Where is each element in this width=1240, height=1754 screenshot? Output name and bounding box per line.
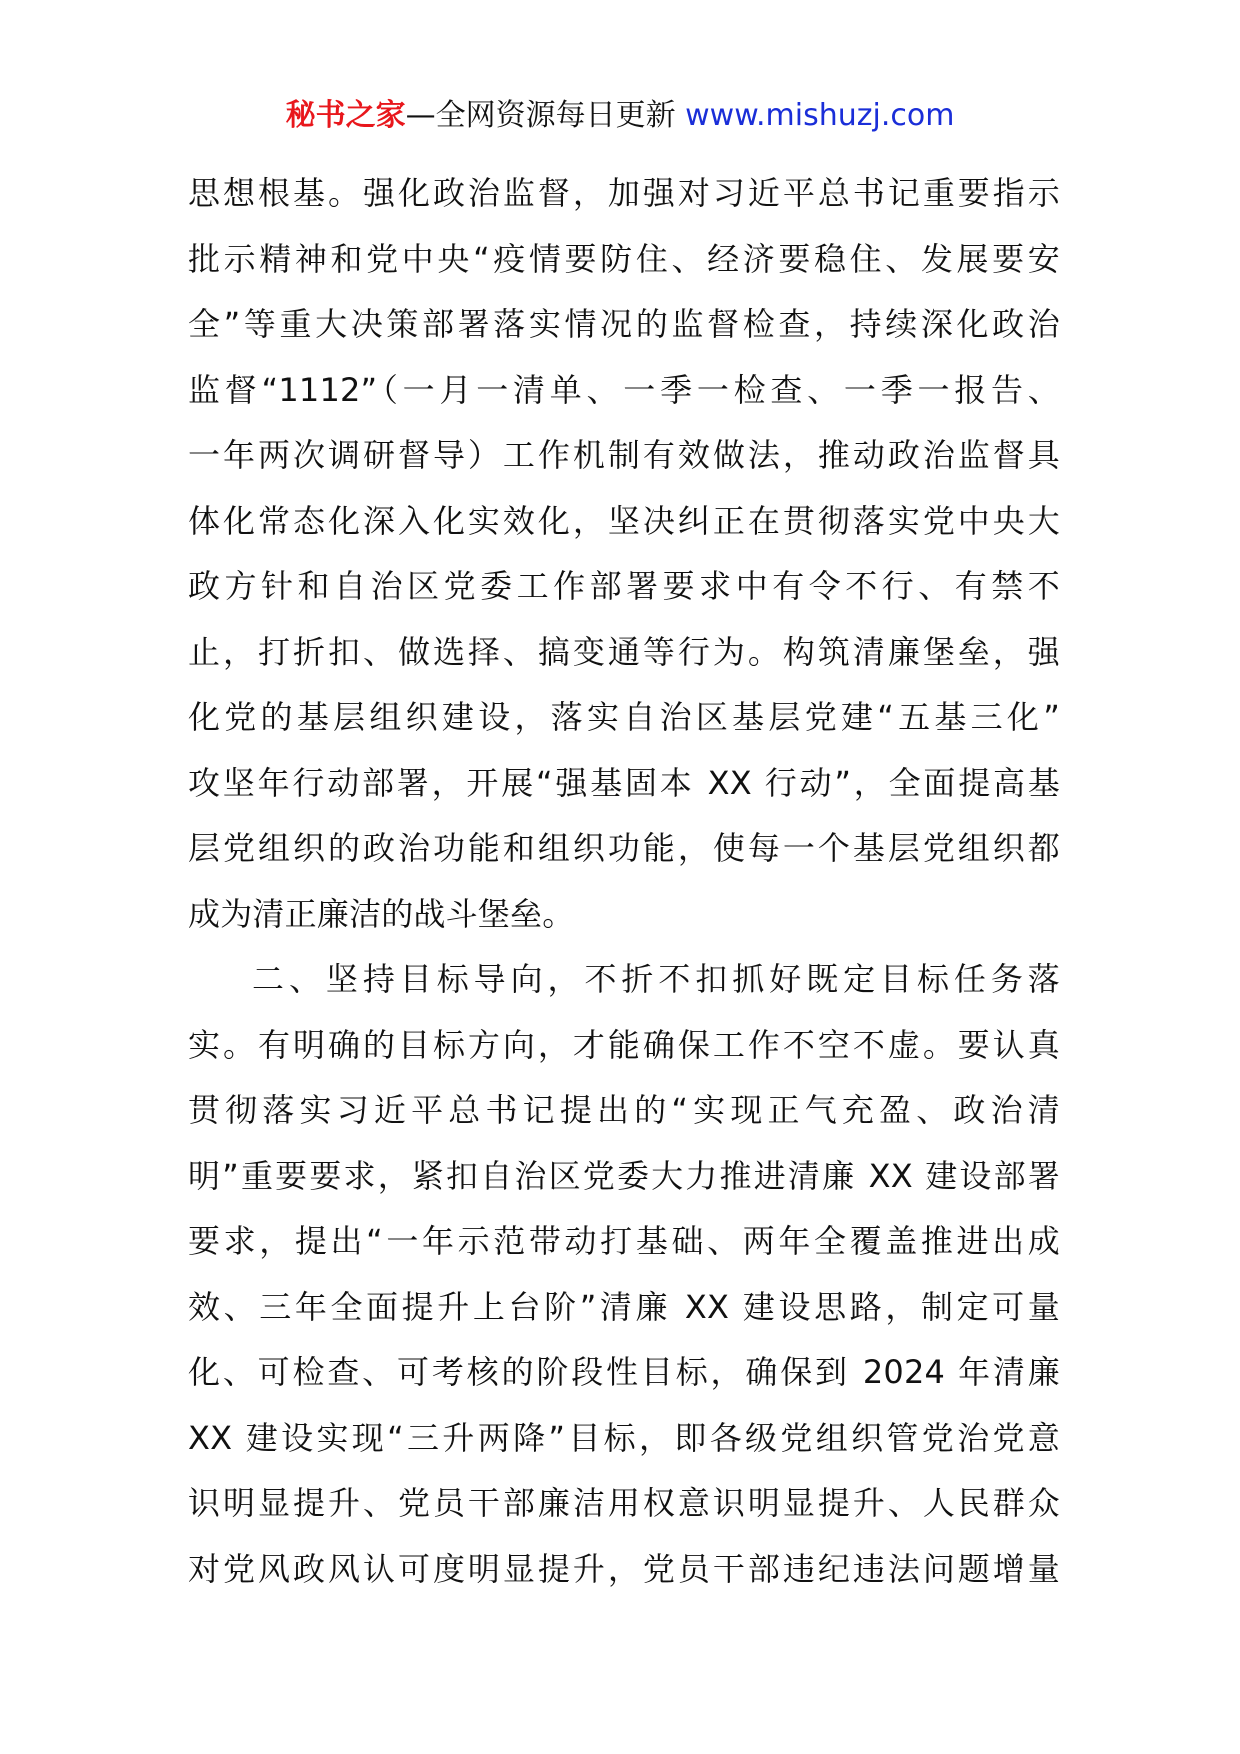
text-line: 政方针和自治区党委工作部署要求中有令不行、有禁不: [188, 567, 1060, 605]
text-line: 识明显提升、党员干部廉洁用权意识明显提升、人民群众: [188, 1484, 1060, 1522]
text-line: 批示精神和党中央“疫情要防住、经济要稳住、发展要安: [188, 239, 1060, 278]
text-line: 化、可检查、可考核的阶段性目标，确保到 2024 年清廉: [188, 1353, 1060, 1391]
text-line: 化党的基层组织建设，落实自治区基层党建“五基三化”: [188, 698, 1060, 736]
text-line: 一年两次调研督导）工作机制有效做法，推动政治监督具: [188, 436, 1060, 474]
text-line: 全”等重大决策部署落实情况的监督检查，持续深化政治: [188, 305, 1060, 343]
text-line: 效、三年全面提升上台阶”清廉 XX 建设思路，制定可量: [188, 1287, 1060, 1326]
text-line: 体化常态化深入化实效化，坚决纠正在贯彻落实党中央大: [188, 501, 1060, 540]
text-line: 思想根基。强化政治监督，加强对习近平总书记重要指示: [188, 174, 1060, 212]
text-line: XX 建设实现“三升两降”目标，即各级党组织管党治党意: [188, 1418, 1060, 1457]
text-line: 贯彻落实习近平总书记提出的“实现正气充盈、政治清: [188, 1091, 1060, 1129]
text-line: 对党风政风认可度明显提升，党员干部违纪违法问题增量: [188, 1549, 1060, 1588]
text-line: 层党组织的政治功能和组织功能，使每一个基层党组织都: [188, 829, 1060, 867]
text-line: 监督“1112”（一月一清单、一季一检查、一季一报告、: [188, 370, 1060, 409]
text-line: 止，打折扣、做选择、搞变通等行为。构筑清廉堡垒，强: [188, 632, 1060, 671]
header-tagline: —全网资源每日更新: [405, 98, 686, 133]
paragraph-end-line: 成为清正廉洁的战斗堡垒。: [188, 894, 575, 933]
text-line: 攻坚年行动部署，开展“强基固本 XX 行动”，全面提高基: [188, 763, 1060, 802]
text-line: 实。有明确的目标方向，才能确保工作不空不虚。要认真: [188, 1025, 1060, 1064]
section-heading-line: 二、坚持目标导向，不折不扣抓好既定目标任务落: [252, 960, 1060, 998]
brand-name: 秘书之家: [285, 98, 406, 133]
text-line: 要求，提出“一年示范带动打基础、两年全覆盖推进出成: [188, 1222, 1060, 1260]
site-header: [0, 96, 1240, 136]
site-url-link[interactable]: www.mishuzj.com: [685, 98, 955, 133]
document-body: [188, 161, 1060, 1602]
text-line: 明”重要要求，紧扣自治区党委大力推进清廉 XX 建设部署: [188, 1156, 1060, 1195]
